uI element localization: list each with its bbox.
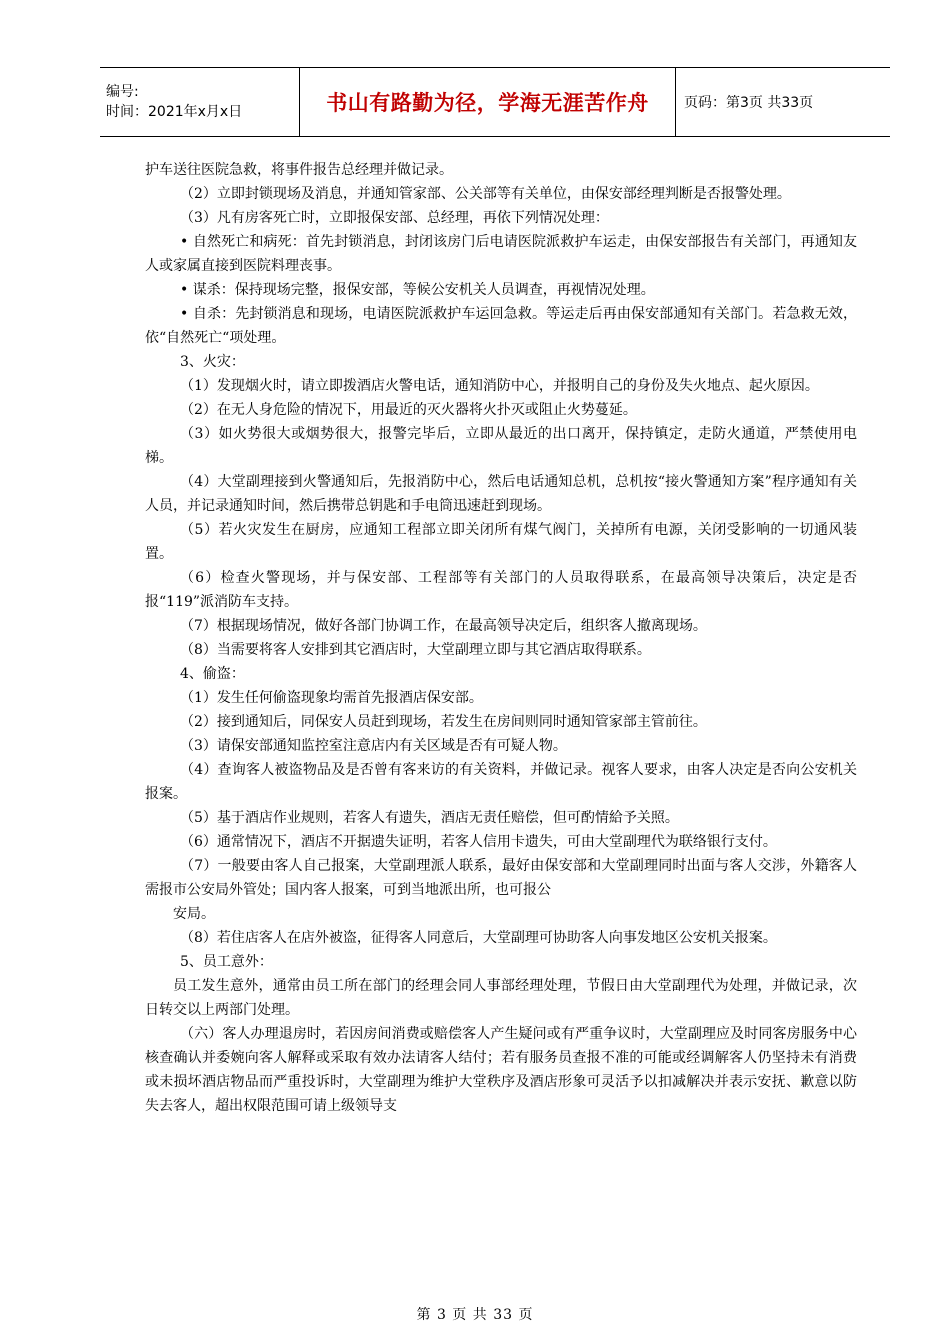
- body-paragraph: （8）若住店客人在店外被盗，征得客人同意后，大堂副理可协助客人向事发地区公安机关报案。: [180, 930, 777, 946]
- body-paragraph: （2）接到通知后，同保安人员赶到现场，若发生在房间则同时通知管家部主管前往。: [180, 714, 707, 730]
- body-paragraph: （六）客人办理退房时，若因房间消费或赔偿客人产生疑问或有严重争议时，大堂副理应及时同客房服务中心核查确认并委婉向客人解释或采取有效办法请客人结付；若有服务员查报不准的可能或经调解客人仍坚持未有消费或未损坏酒店物品而严重投诉时，大堂副理为维护大堂秩序及酒店形象可灵活予以扣减解决并表示安抚、歉意以防失去客人，超出权限范围可请上级领导支: [145, 1026, 857, 1114]
- serial-number-label: 编号:: [106, 84, 139, 100]
- body-paragraph: （3）如火势很大或烟势很大，报警完毕后，立即从最近的出口离开，保持镇定，走防火通道，严禁使用电梯。: [145, 426, 857, 466]
- body-paragraph: • 自然死亡和病死：首先封锁消息，封闭该房门后电请医院派救护车运走，由保安部报告有关部门，再通知友人或家属直接到医院料理丧事。: [145, 234, 857, 274]
- body-paragraph: （4）查询客人被盗物品及是否曾有客来访的有关资料，并做记录。视客人要求，由客人决定是否向公安机关报案。: [145, 762, 857, 802]
- document-header: [100, 67, 890, 137]
- body-paragraph: （1）发生任何偷盗现象均需首先报酒店保安部。: [180, 690, 483, 706]
- page-footer: 第 3 页 共 33 页: [416, 1307, 534, 1323]
- header-page-info: 页码：第3页 共33页: [684, 95, 814, 111]
- body-paragraph: • 谋杀：保持现场完整，报保安部，等候公安机关人员调查，再视情况处理。: [180, 282, 655, 298]
- header-meta: [100, 68, 300, 136]
- body-paragraph: • 自杀：先封锁消息和现场，电请医院派救护车运回急救。等运走后再由保安部通知有关部门。若急救无效，依“自然死亡“项处理。: [145, 306, 857, 346]
- body-paragraph: 4、偷盗：: [180, 666, 245, 682]
- body-paragraph: 安局。: [173, 906, 215, 922]
- body-paragraph: （5）基于酒店作业规则，若客人有遗失，酒店无责任赔偿，但可酌情給予关照。: [180, 810, 679, 826]
- body-paragraph: （6）通常情况下，酒店不开据遗失证明，若客人信用卡遗失，可由大堂副理代为联络银行支付。: [180, 834, 777, 850]
- body-paragraph: （7）根据现场情况，做好各部门协调工作，在最高领导决定后，组织客人撤离现场。: [180, 618, 707, 634]
- body-paragraph: （2）在无人身危险的情况下，用最近的灭火器将火扑灭或阻止火势蔓延。: [180, 402, 637, 418]
- body-paragraph: （7）一般要由客人自己报案，大堂副理派人联系，最好由保安部和大堂副理同时出面与客人交涉，外籍客人需报市公安局外管处；国内客人报案，可到当地派出所，也可报公: [145, 858, 857, 898]
- body-paragraph: （1）发现烟火时，请立即拨酒店火警电话，通知消防中心，并报明自己的身份及失火地点、起火原因。: [180, 378, 819, 394]
- body-paragraph: 3、火灾：: [180, 354, 245, 370]
- body-paragraph: （2）立即封锁现场及消息，并通知管家部、公关部等有关单位，由保安部经理判断是否报警处理。: [180, 186, 791, 202]
- body-paragraph: 护车送往医院急救，将事件报告总经理并做记录。: [145, 162, 453, 178]
- body-paragraph: （3）请保安部通知监控室注意店内有关区域是否有可疑人物。: [180, 738, 567, 754]
- document-body: [145, 158, 857, 1118]
- body-paragraph: （8）当需要将客人安排到其它酒店时，大堂副理立即与其它酒店取得联系。: [180, 642, 651, 658]
- body-paragraph: （4）大堂副理接到火警通知后，先报消防中心，然后电话通知总机，总机按“接火警通知方案”程序通知有关人员，并记录通知时间，然后携带总钥匙和手电筒迅速赶到现场。: [145, 474, 857, 514]
- body-paragraph: 5、员工意外：: [180, 954, 273, 970]
- body-paragraph: （3）凡有房客死亡时，立即报保安部、总经理，再依下列情况处理：: [180, 210, 609, 226]
- header-motto: 书山有路勤为径，学海无涯苦作舟: [300, 68, 676, 136]
- time-label: 时间：2021年x月x日: [106, 104, 243, 120]
- body-paragraph: （6）检查火警现场，并与保安部、工程部等有关部门的人员取得联系，在最高领导决策后，决定是否报“119”派消防车支持。: [145, 570, 857, 610]
- body-paragraph: 员工发生意外，通常由员工所在部门的经理会同人事部经理处理，节假日由大堂副理代为处理，并做记录，次日转交以上两部门处理。: [145, 978, 857, 1018]
- body-paragraph: （5）若火灾发生在厨房，应通知工程部立即关闭所有煤气阀门，关掉所有电源，关闭受影响的一切通风装置。: [145, 522, 857, 562]
